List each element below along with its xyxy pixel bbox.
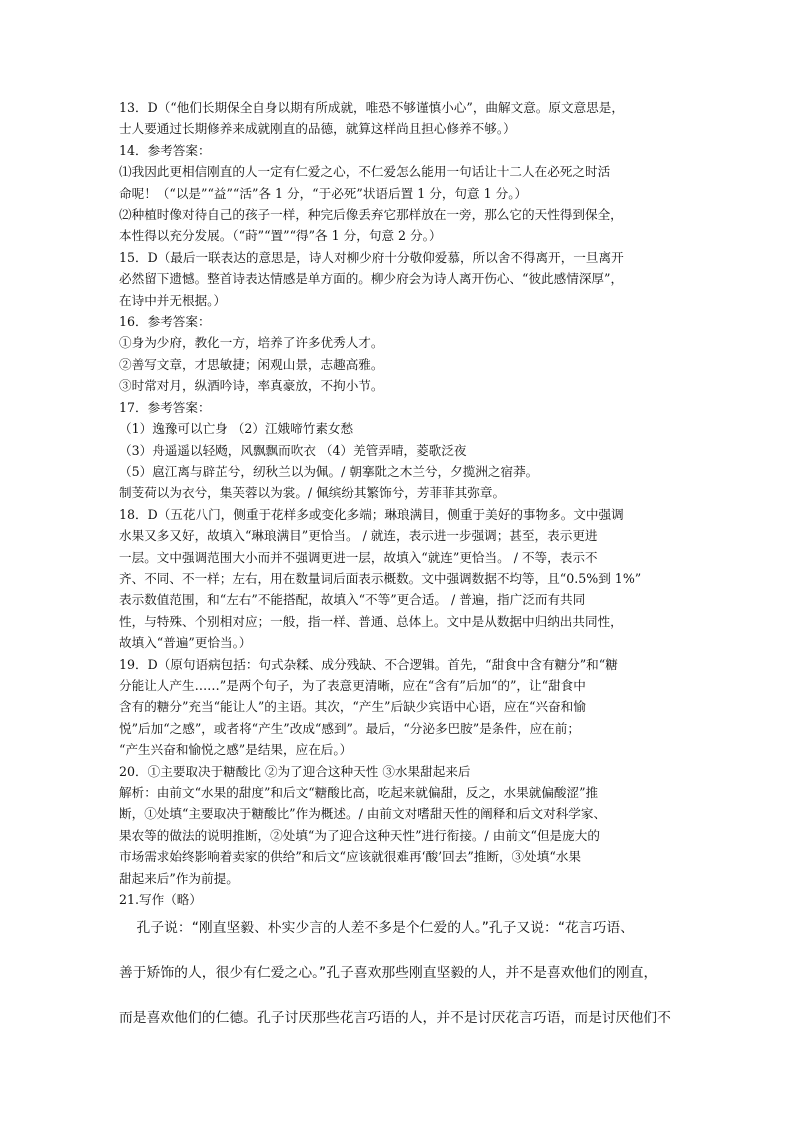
text-line: （3）舟遥遥以轻飏，风飘飘而吹衣 （4）羌管弄晴，菱歌泛夜	[119, 442, 467, 458]
text-line: 制芰荷以为衣兮，集芙蓉以为裳。/ 佩缤纷其繁饰兮，芳菲菲其弥章。	[119, 485, 506, 501]
text-line: 必然留下遗憾。整首诗表达情感是单方面的。柳少府会为诗人离开伤心、“彼此感情深厚”，	[119, 271, 624, 287]
text-line: 分能让人产生……”是两个句子，为了表意更清晰，应在“含有”后加“的”，让“甜食中	[119, 677, 586, 693]
text-line: 解析：由前文“水果的甜度”和后文“糖酸比高，吃起来就偏甜，反之，水果就偏酸涩”推	[119, 785, 599, 800]
text-line: 果农等的做法的说明推断，②处填“为了迎合这种天性”进行衔接。/ 由前文“但是庞大的	[119, 827, 600, 843]
text-line: ⑵种植时像对待自己的孩子一样，种完后像丢弃它那样放在一旁，那么它的天性得到保全，	[119, 207, 623, 223]
text-line: 齐、不同、不一样；左右，用在数量词后面表示概数。文中强调数据不均等，且“0.5%到 1%”	[119, 570, 642, 586]
text-line: 18．D（五花八门，侧重于花样多或变化多端；琳琅满目，侧重于美好的事物多。文中强调	[119, 506, 624, 522]
text-line: 含有的糖分”充当“能让人”的主语。其次，“产生”后缺少宾语中心语，应在“兴奋和愉	[119, 699, 586, 715]
text-line: 16．参考答案：	[119, 314, 211, 330]
translation-line: 孔子说：“刚直坚毅、朴实少言的人差不多是个仁爱的人。”孔子又说：“花言巧语、	[119, 920, 634, 936]
text-line: 水果又多又好，故填入“琳琅满目”更恰当。 / 就连，表示进一步强调；甚至，表示更进	[119, 528, 598, 544]
text-line: 市场需求始终影响着卖家的供给”和后文“应该就很难再‘酸’回去”推断，③处填“水果	[119, 849, 581, 865]
translation-line: 而是喜欢他们的仁德。孔子讨厌那些花言巧语的人，并不是讨厌花言巧语，而是讨厌他们不	[119, 1010, 671, 1026]
text-line: ①身为少府，教化一方，培养了许多优秀人才。	[119, 335, 384, 351]
translation-line: 善于矫饰的人，很少有仁爱之心。”孔子喜欢那些刚直坚毅的人，并不是喜欢他们的刚直，	[119, 965, 658, 981]
text-line: （1）逸豫可以亡身 （2）江娥啼竹素女愁	[119, 421, 354, 437]
text-line: 命呢！（“以是”“益”“活”各 1 分，“于必死”状语后置 1 分，句意 1 分。）	[119, 185, 528, 201]
text-line: 甜起来后”作为前提。	[119, 870, 239, 886]
text-line: ③时常对月，纵酒吟诗，率真豪放，不拘小节。	[119, 378, 384, 394]
text-line: 20．①主要取决于糖酸比 ②为了迎合这种天性 ③水果甜起来后	[119, 763, 471, 779]
text-line: 19．D（原句语病包括：句式杂糅、成分残缺、不合逻辑。首先，“甜食中含有糖分”和“糖	[119, 656, 618, 672]
text-line: 14．参考答案：	[119, 142, 211, 158]
text-line: ⑴我因此更相信刚直的人一定有仁爱之心，不仁爱怎么能用一句话让十二人在必死之时活	[119, 164, 611, 180]
text-line: 断，①处填“主要取决于糖酸比”作为概述。/ 由前文对嗜甜天性的阐释和后文对科学家、	[119, 806, 607, 822]
text-line: 性，与特殊、个别相对应；一般，指一样、普通、总体上。文中是从数据中归纳出共同性，	[119, 613, 623, 629]
text-line: 悦”后加“之感”，或者将“产生”改成“感到”。最后，“分泌多巴胺”是条件，应在前；	[119, 720, 580, 736]
answer-key-text	[119, 97, 681, 910]
text-line: 本性得以充分发展。（“莳”“置”“得”各 1 分，句意 2 分。）	[119, 228, 442, 244]
text-line: 13．D（“他们长期保全自身以期有所成就，唯恐不够谨慎小心”，曲解文意。原文意思是，	[119, 100, 624, 115]
text-line: 一层。文中强调范围大小而并不强调更进一层，故填入“就连”更恰当。 / 不等，表示不	[119, 549, 598, 565]
text-line: “产生兴奋和愉悦之感”是结果，应在后。）	[119, 742, 353, 758]
text-line: （5）扈江离与辟芷兮，纫秋兰以为佩。/ 朝搴阰之木兰兮，夕揽洲之宿莽。	[119, 463, 539, 479]
text-line: 在诗中并无根据。）	[119, 292, 227, 308]
text-line: 21.写作（略）	[119, 892, 202, 908]
text-line: 17．参考答案：	[119, 399, 211, 415]
text-line: 故填入“普遍”更恰当。）	[119, 635, 252, 651]
text-line: 士人要通过长期修养来成就刚直的品德，就算这样尚且担心修养不够。）	[119, 121, 516, 137]
text-line: 表示数值范围，和“左右”不能搭配，故填入“不等”更合适。 / 普遍，指广泛而有共同	[119, 592, 586, 608]
text-line: 15．D（最后一联表达的意思是，诗人对柳少府十分敬仰爱慕，所以舍不得离开，一旦离开	[119, 249, 624, 265]
text-line: ②善写文章，才思敏捷；闲观山景，志趣高雅。	[119, 356, 384, 372]
